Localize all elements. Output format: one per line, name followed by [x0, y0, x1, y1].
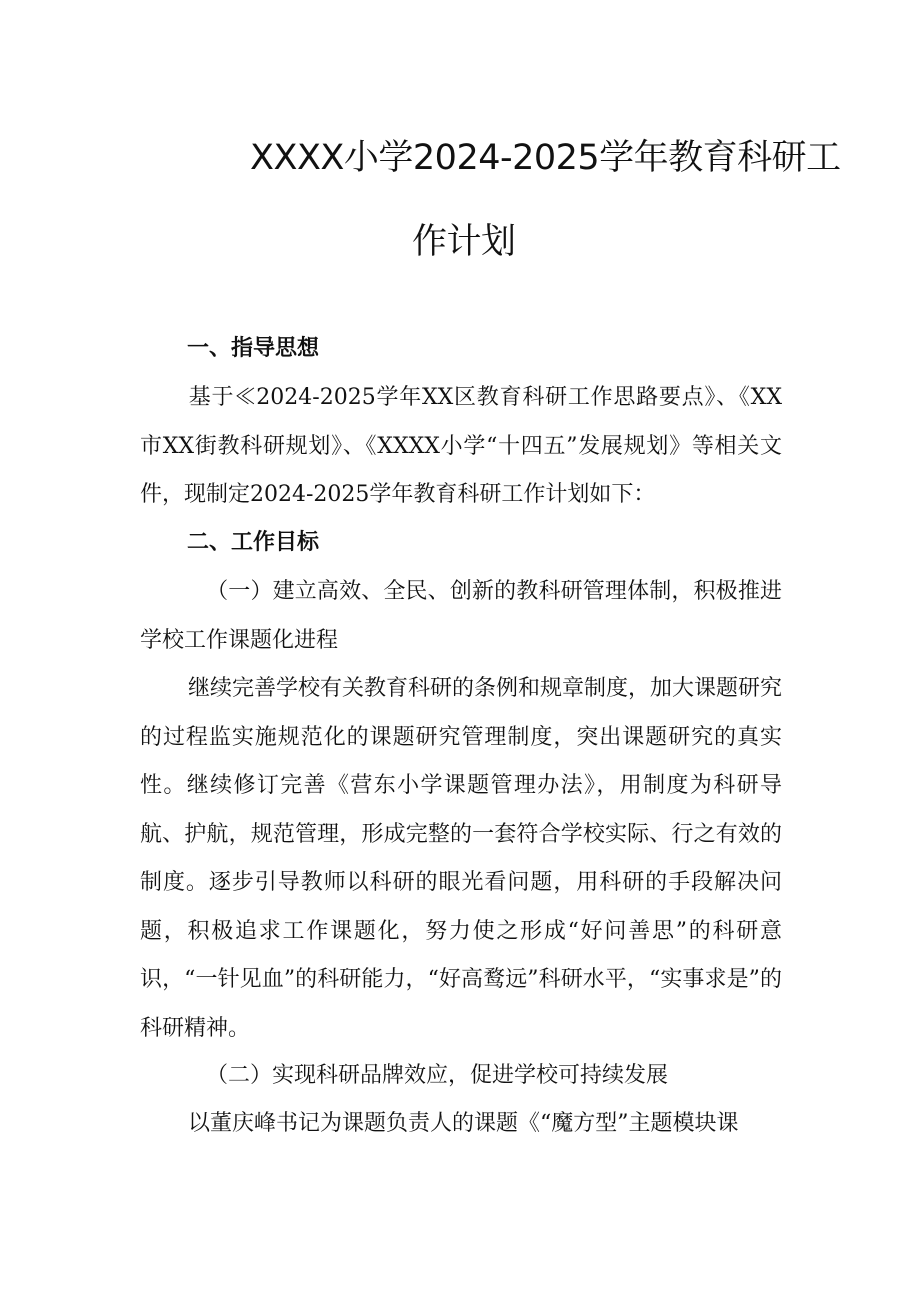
subsection-title-1: [140, 568, 782, 665]
paragraph-subsection-2: [140, 1100, 782, 1149]
subsection-title-2-text: （二）实现科研品牌效应，促进学校可持续发展: [206, 1063, 669, 1088]
paragraph-subsection-1: [140, 665, 782, 1053]
subsection-title-2: [140, 1052, 782, 1101]
paragraph-subsection-1-text: 继续完善学校有关教育科研的条例和规章制度，加大课题研究的过程监实施规范化的课题研究管理制度，突出课题研究的真实性。继续修订完善《营东小学课题管理办法》，用制度为科研导航、护航，规范管理，形成完整的一套符合学校实际、行之有效的制度。逐步引导教师以科研的眼光看问题，用科研的手段解决问题，积极追求工作课题化，努力使之形成“好问善思”的科研意识，“一针见血”的科研能力，“好高鹜远”科研水平，“实事求是”的科研精神。: [140, 676, 783, 1041]
paragraph-guiding-ideology: [140, 374, 782, 520]
paragraph-guiding-ideology-text: 基于≪2024-2025学年XX区教育科研工作思路要点》、《XX市XX街教科研规划》、《XXXX小学“十四五”发展规划》等相关文件，现制定2024-2025学年教育科研工作计划如下：: [140, 385, 782, 507]
section-heading-guiding-ideology: 一、指导思想: [187, 336, 320, 361]
document-title-line-2: 作计划: [412, 222, 516, 262]
document-title-line-1: XXXX小学2024-2025学年教育科研工: [250, 138, 841, 178]
subsection-title-1-text: （一）建立高效、全民、创新的教科研管理体制，积极推进学校工作课题化进程: [140, 579, 782, 653]
paragraph-subsection-2-text: 以董庆峰书记为课题负责人的课题《“魔方型”主题模块课: [188, 1111, 739, 1136]
section-heading-work-goals: 二、工作目标: [187, 530, 320, 555]
